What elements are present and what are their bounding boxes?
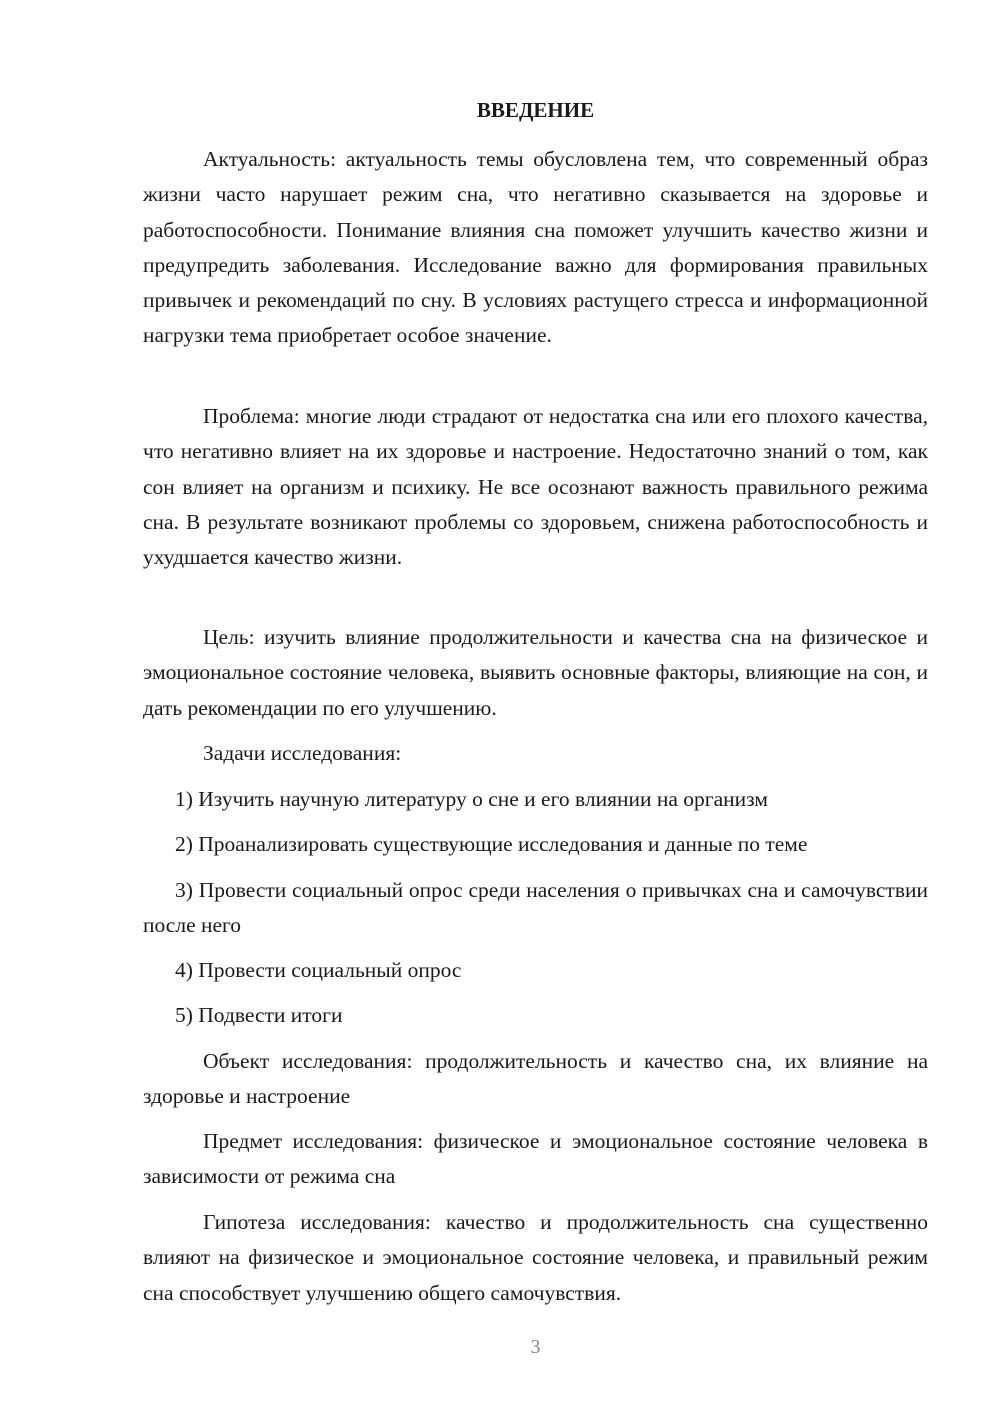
task-item-3: 3) Провести социальный опрос среди населения о привычках сна и самочувствии после него — [143, 878, 928, 938]
task-item-2: 2) Проанализировать существующие исследования и данные по теме — [175, 832, 808, 856]
task-item-4: 4) Провести социальный опрос — [175, 958, 462, 982]
relevance-paragraph: Актуальность: актуальность темы обусловлена тем, что современный образ жизни часто нарушает режим сна, что негативно сказывается на здоровье и работоспособности. Понимание влияния сна поможет улучшить качество жизни и предупредить заболевания. Исследование важно для формирования правильных привычек и рекомендаций по сну. В условиях растущего стресса и информационной нагрузки тема приобретает особое значение. — [143, 147, 928, 348]
task-item-1: 1) Изучить научную литературу о сне и его влиянии на организм — [175, 787, 768, 811]
hypothesis-paragraph: Гипотеза исследования: качество и продолжительность сна существенно влияют на физическое и эмоциональное состояние человека, и правильный режим сна способствует улучшению общего самочувствия. — [143, 1210, 928, 1305]
task-item-5: 5) Подвести итоги — [175, 1003, 343, 1027]
page-title: ВВЕДЕНИЕ — [476, 98, 595, 122]
tasks-heading: Задачи исследования: — [203, 741, 402, 765]
problem-paragraph: Проблема: многие люди страдают от недостатка сна или его плохого качества, что негативно влияет на их здоровье и настроение. Недостаточно знаний о том, как сон влияет на организм и психику. Не все осознают важность правильного режима сна. В результате возникают проблемы со здоровьем, снижена работоспособность и ухудшается качество жизни. — [143, 404, 928, 570]
subject-paragraph: Предмет исследования: физическое и эмоциональное состояние человека в зависимости от режима сна — [143, 1129, 928, 1189]
document-page — [143, 0, 928, 1414]
page-number: 3 — [530, 1336, 541, 1358]
object-paragraph: Объект исследования: продолжительность и качество сна, их влияние на здоровье и настроение — [143, 1049, 928, 1109]
goal-paragraph: Цель: изучить влияние продолжительности и качества сна на физическое и эмоциональное состояние человека, выявить основные факторы, влияющие на сон, и дать рекомендации по его улучшению. — [143, 625, 928, 720]
